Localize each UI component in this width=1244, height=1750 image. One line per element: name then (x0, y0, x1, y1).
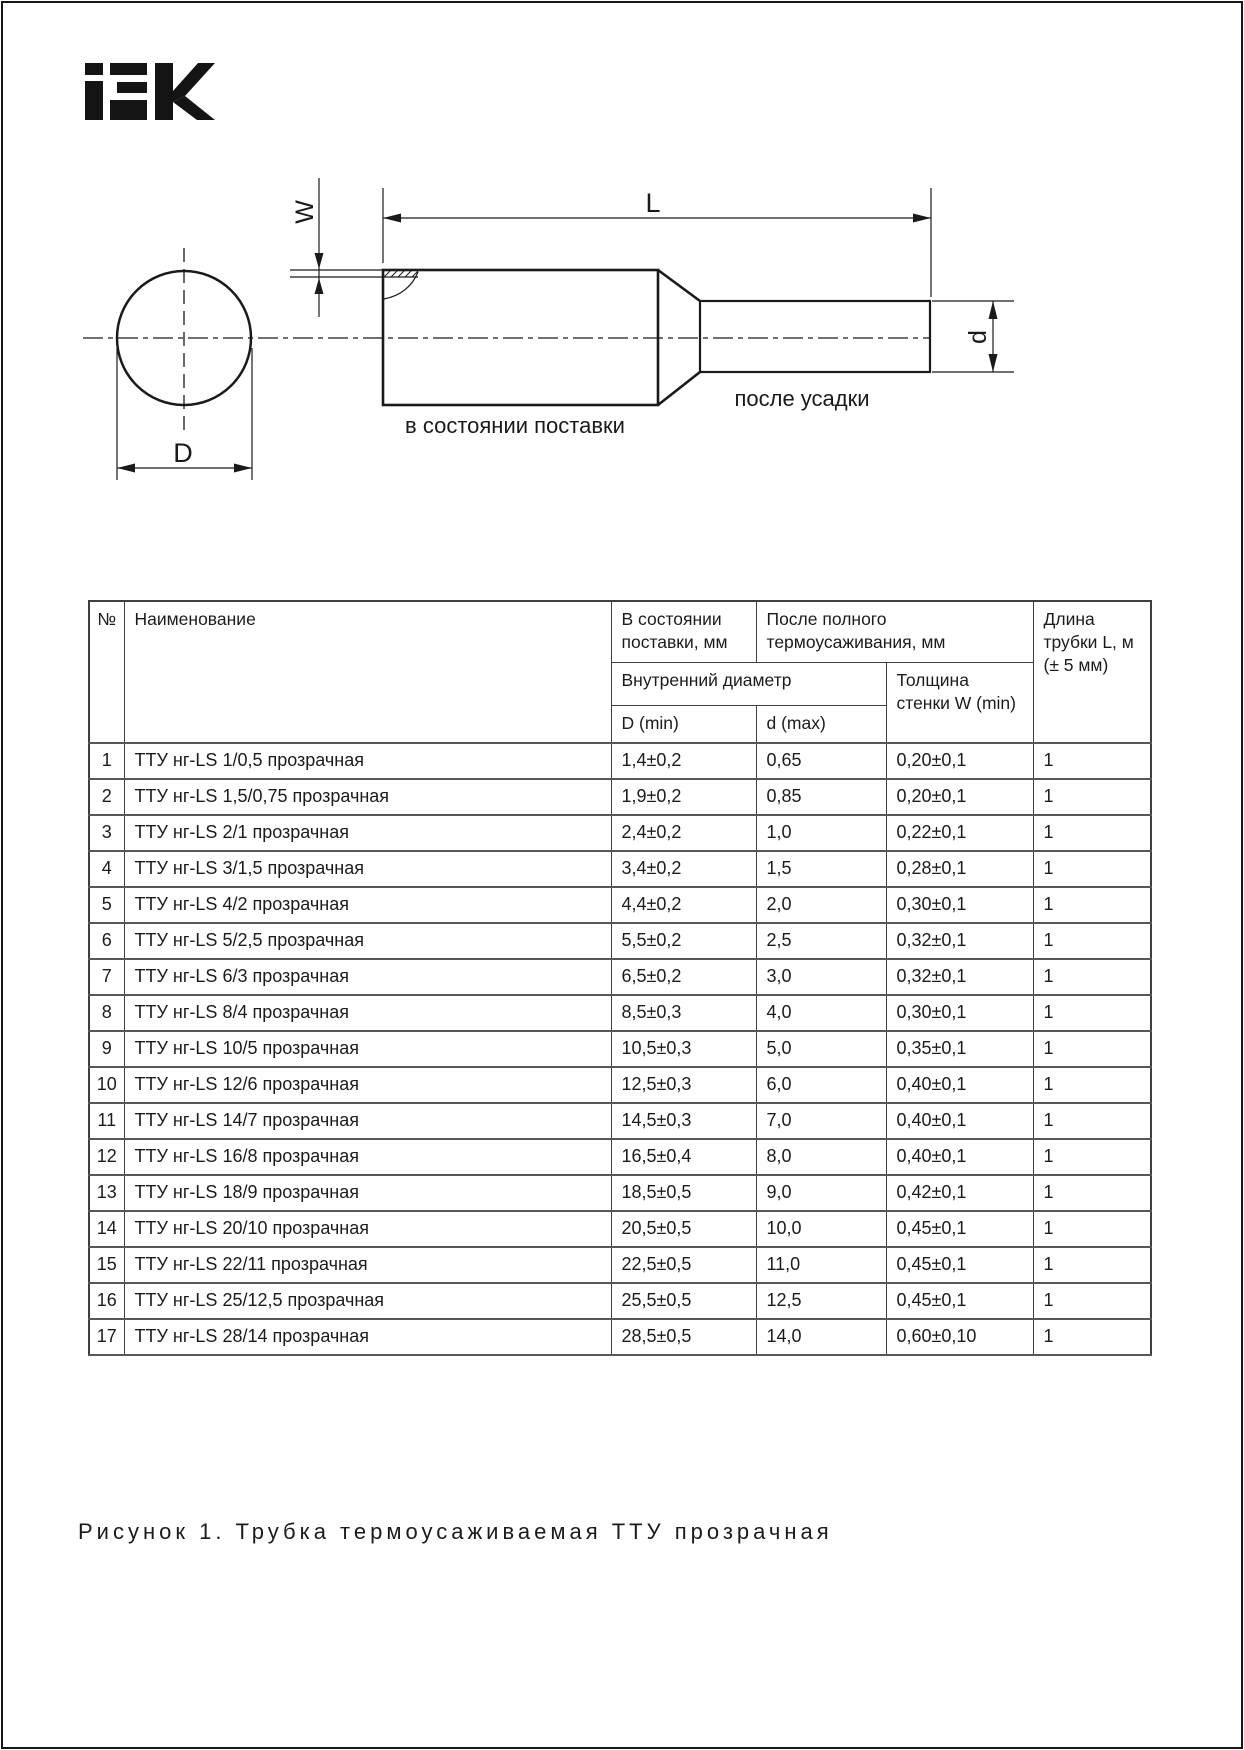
taper-top (658, 270, 700, 301)
d-min-value: 4,4±0,2 (611, 887, 756, 923)
wall-thickness-value: 0,20±0,1 (886, 743, 1033, 779)
product-name: ТТУ нг-LS 20/10 прозрачная (124, 1211, 611, 1247)
tube-length-value: 1 (1033, 1211, 1151, 1247)
tube-length-value: 1 (1033, 1319, 1151, 1355)
tube-length-value: 1 (1033, 1247, 1151, 1283)
table-row (89, 851, 1151, 887)
tube-length-value: 1 (1033, 959, 1151, 995)
d-min-value: 25,5±0,5 (611, 1283, 756, 1319)
row-number: 3 (89, 815, 124, 851)
d-max-value: 3,0 (756, 959, 886, 995)
d-max-value: 1,5 (756, 851, 886, 887)
dim-L-arrow-right (913, 214, 931, 223)
logo-k-stem (155, 63, 173, 120)
tube-length-value: 1 (1033, 851, 1151, 887)
d-min-value: 14,5±0,3 (611, 1103, 756, 1139)
tube-length-value: 1 (1033, 1031, 1151, 1067)
wall-thickness-value: 0,45±0,1 (886, 1247, 1033, 1283)
table-row (89, 1211, 1151, 1247)
wall-thickness-value: 0,40±0,1 (886, 1139, 1033, 1175)
d-max-value: 10,0 (756, 1211, 886, 1247)
table-row (89, 743, 1151, 779)
row-number: 13 (89, 1175, 124, 1211)
product-name: ТТУ нг-LS 1/0,5 прозрачная (124, 743, 611, 779)
spec-table-header (89, 601, 1151, 743)
header-d-max: d (max) (756, 706, 886, 744)
tube-length-value: 1 (1033, 779, 1151, 815)
d-min-value: 28,5±0,5 (611, 1319, 756, 1355)
tube-length-value: 1 (1033, 1283, 1151, 1319)
d-min-value: 18,5±0,5 (611, 1175, 756, 1211)
row-number: 10 (89, 1067, 124, 1103)
row-number: 15 (89, 1247, 124, 1283)
row-number: 17 (89, 1319, 124, 1355)
wall-thickness-value: 0,45±0,1 (886, 1211, 1033, 1247)
wall-thickness-value: 0,30±0,1 (886, 995, 1033, 1031)
table-row (89, 995, 1151, 1031)
dim-D-arrow-right (234, 464, 252, 473)
row-number: 16 (89, 1283, 124, 1319)
d-min-value: 16,5±0,4 (611, 1139, 756, 1175)
dim-W-arrow-down (315, 253, 324, 269)
product-name: ТТУ нг-LS 6/3 прозрачная (124, 959, 611, 995)
d-max-value: 12,5 (756, 1283, 886, 1319)
tube-length-value: 1 (1033, 815, 1151, 851)
row-number: 12 (89, 1139, 124, 1175)
d-min-value: 20,5±0,5 (611, 1211, 756, 1247)
logo-e-mid-bar (117, 82, 147, 93)
product-name: ТТУ нг-LS 22/11 прозрачная (124, 1247, 611, 1283)
wall-thickness-value: 0,22±0,1 (886, 815, 1033, 851)
dim-W-arrow-up (315, 278, 324, 294)
spec-table-body (89, 743, 1151, 1355)
d-max-value: 2,0 (756, 887, 886, 923)
product-name: ТТУ нг-LS 14/7 прозрачная (124, 1103, 611, 1139)
table-row (89, 1319, 1151, 1355)
logo-k-lower-arm (173, 96, 215, 120)
wall-thickness-value: 0,30±0,1 (886, 887, 1033, 923)
header-after-shrink-mm: После полного термоусаживания, мм (756, 601, 1033, 663)
dim-D-arrow-left (117, 464, 135, 473)
logo-i-dot (85, 63, 103, 75)
product-name: ТТУ нг-LS 8/4 прозрачная (124, 995, 611, 1031)
iek-logo-glyphs (85, 62, 215, 120)
header-tube-length: Длина трубки L, м (± 5 мм) (1033, 601, 1151, 743)
table-row (89, 1031, 1151, 1067)
d-min-value: 6,5±0,2 (611, 959, 756, 995)
wall-thickness-value: 0,42±0,1 (886, 1175, 1033, 1211)
d-min-value: 1,9±0,2 (611, 779, 756, 815)
table-row (89, 923, 1151, 959)
logo-e-top-bar (110, 63, 147, 75)
dim-d-label: d (964, 330, 992, 344)
tube-shrunk-outline (700, 301, 930, 372)
product-name: ТТУ нг-LS 16/8 прозрачная (124, 1139, 611, 1175)
dim-W-label: W (291, 200, 319, 224)
technical-drawing (0, 130, 1244, 550)
d-min-value: 5,5±0,2 (611, 923, 756, 959)
product-name: ТТУ нг-LS 5/2,5 прозрачная (124, 923, 611, 959)
logo-e-bottom-bar (110, 100, 147, 120)
table-row (89, 1139, 1151, 1175)
supplied-state-label: в состоянии поставки (405, 413, 625, 438)
row-number: 5 (89, 887, 124, 923)
product-name: ТТУ нг-LS 12/6 прозрачная (124, 1067, 611, 1103)
product-name: ТТУ нг-LS 18/9 прозрачная (124, 1175, 611, 1211)
row-number: 8 (89, 995, 124, 1031)
wall-thickness-value: 0,40±0,1 (886, 1103, 1033, 1139)
table-row (89, 1175, 1151, 1211)
row-number: 4 (89, 851, 124, 887)
table-row (89, 1103, 1151, 1139)
after-shrink-label: после усадки (734, 386, 870, 411)
table-row (89, 887, 1151, 923)
d-max-value: 7,0 (756, 1103, 886, 1139)
header-name: Наименование (124, 601, 611, 743)
d-max-value: 6,0 (756, 1067, 886, 1103)
dim-d-arrow-down (989, 354, 998, 372)
tube-length-value: 1 (1033, 887, 1151, 923)
wall-thickness-value: 0,32±0,1 (886, 923, 1033, 959)
tube-length-value: 1 (1033, 1175, 1151, 1211)
table-row (89, 959, 1151, 995)
row-number: 14 (89, 1211, 124, 1247)
wall-thickness-value: 0,35±0,1 (886, 1031, 1033, 1067)
wall-thickness-value: 0,45±0,1 (886, 1283, 1033, 1319)
d-max-value: 9,0 (756, 1175, 886, 1211)
row-number: 2 (89, 779, 124, 815)
iek-logo (85, 62, 215, 120)
tube-length-value: 1 (1033, 923, 1151, 959)
dim-d-arrow-up (989, 301, 998, 319)
product-name: ТТУ нг-LS 10/5 прозрачная (124, 1031, 611, 1067)
dim-D-label: D (173, 438, 193, 468)
wall-thickness-value: 0,28±0,1 (886, 851, 1033, 887)
row-number: 6 (89, 923, 124, 959)
d-max-value: 11,0 (756, 1247, 886, 1283)
table-row (89, 1247, 1151, 1283)
product-name: ТТУ нг-LS 28/14 прозрачная (124, 1319, 611, 1355)
spec-table (88, 600, 1152, 1356)
d-max-value: 1,0 (756, 815, 886, 851)
d-min-value: 10,5±0,3 (611, 1031, 756, 1067)
product-name: ТТУ нг-LS 4/2 прозрачная (124, 887, 611, 923)
tube-length-value: 1 (1033, 743, 1151, 779)
tube-length-value: 1 (1033, 1139, 1151, 1175)
header-inner-diameter: Внутренний диаметр (611, 663, 886, 706)
header-wall-thickness: Толщина стенки W (min) (886, 663, 1033, 744)
header-d-min: D (min) (611, 706, 756, 744)
table-row (89, 1283, 1151, 1319)
row-number: 11 (89, 1103, 124, 1139)
table-row (89, 815, 1151, 851)
figure-caption: Рисунок 1. Трубка термоусаживаемая ТТУ прозрачная (78, 1519, 833, 1544)
product-name: ТТУ нг-LS 2/1 прозрачная (124, 815, 611, 851)
d-max-value: 5,0 (756, 1031, 886, 1067)
tube-length-value: 1 (1033, 1067, 1151, 1103)
table-row (89, 1067, 1151, 1103)
d-max-value: 14,0 (756, 1319, 886, 1355)
d-max-value: 0,85 (756, 779, 886, 815)
product-name: ТТУ нг-LS 25/12,5 прозрачная (124, 1283, 611, 1319)
d-max-value: 0,65 (756, 743, 886, 779)
tube-length-value: 1 (1033, 995, 1151, 1031)
row-number: 9 (89, 1031, 124, 1067)
row-number: 7 (89, 959, 124, 995)
d-min-value: 1,4±0,2 (611, 743, 756, 779)
d-max-value: 2,5 (756, 923, 886, 959)
header-num: № (89, 601, 124, 743)
logo-i-stem (85, 81, 103, 120)
tube-length-value: 1 (1033, 1103, 1151, 1139)
row-number: 1 (89, 743, 124, 779)
d-min-value: 2,4±0,2 (611, 815, 756, 851)
d-min-value: 12,5±0,3 (611, 1067, 756, 1103)
drawing-svg (0, 130, 1244, 550)
table-row (89, 779, 1151, 815)
wall-thickness-value: 0,32±0,1 (886, 959, 1033, 995)
header-supplied-mm: В состоянии поставки, мм (611, 601, 756, 663)
taper-bottom (658, 372, 700, 405)
d-min-value: 22,5±0,5 (611, 1247, 756, 1283)
dim-L-arrow-left (383, 214, 401, 223)
logo-k-upper-arm (173, 63, 215, 102)
d-min-value: 3,4±0,2 (611, 851, 756, 887)
d-min-value: 8,5±0,3 (611, 995, 756, 1031)
product-name: ТТУ нг-LS 3/1,5 прозрачная (124, 851, 611, 887)
product-name: ТТУ нг-LS 1,5/0,75 прозрачная (124, 779, 611, 815)
wall-thickness-value: 0,20±0,1 (886, 779, 1033, 815)
d-max-value: 4,0 (756, 995, 886, 1031)
wall-thickness-value: 0,40±0,1 (886, 1067, 1033, 1103)
d-max-value: 8,0 (756, 1139, 886, 1175)
wall-thickness-value: 0,60±0,10 (886, 1319, 1033, 1355)
dim-L-label: L (645, 188, 661, 218)
